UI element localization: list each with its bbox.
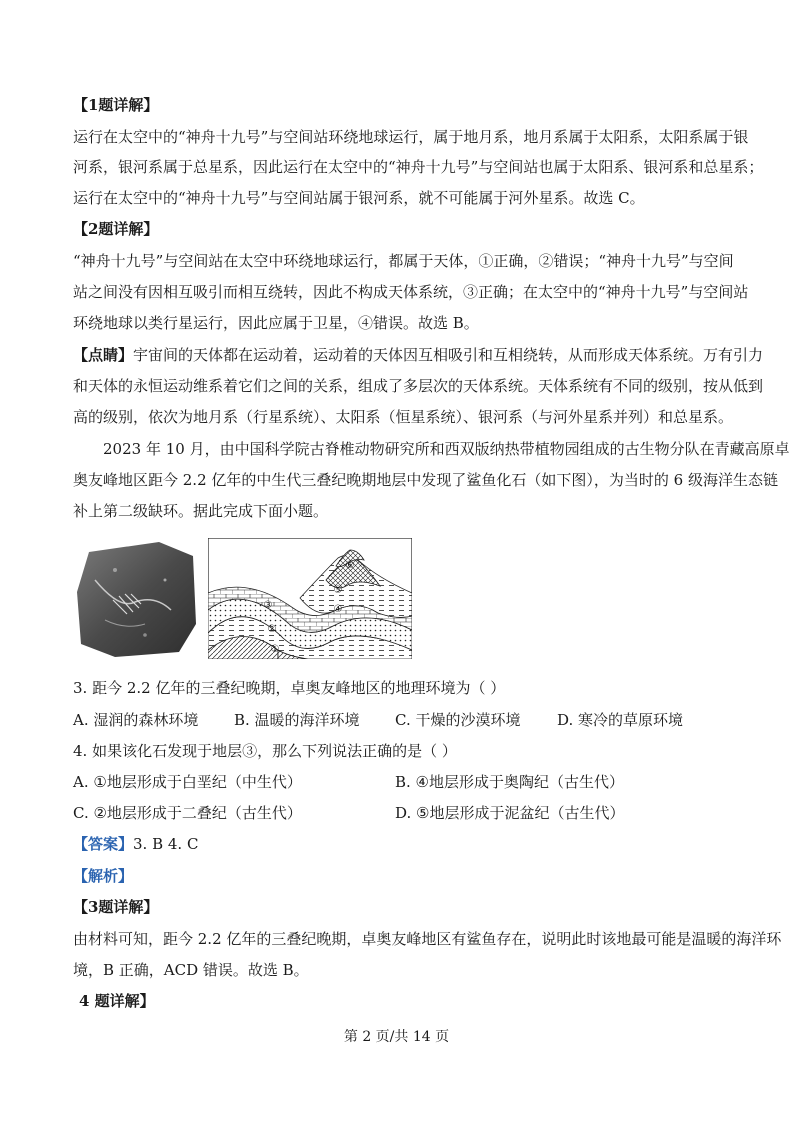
q2-heading: 【2题详解】 xyxy=(73,220,159,238)
q4-option-a[interactable]: A. ①地层形成于白垩纪（中生代） xyxy=(73,773,302,791)
q3-detail-line: 由材料可知，距今 2.2 亿年的三叠纪晚期，卓奥友峰地区有鲨鱼存在，说明此时该地最可能是温暖的海洋环 xyxy=(73,930,782,948)
layer-label-2: ② xyxy=(267,624,277,635)
q1-heading: 【1题详解】 xyxy=(73,96,159,114)
shark-fossil-photo xyxy=(75,540,198,657)
analysis-label: 【解析】 xyxy=(73,867,134,885)
dianjing-line xyxy=(73,345,763,365)
page-footer: 第 2 页/共 14 页 xyxy=(343,1029,450,1045)
material-text-line: 补上第二级缺环。据此完成下面小题。 xyxy=(73,502,329,520)
layer-label-4: ④ xyxy=(333,604,343,615)
layer-label-3: ③ xyxy=(263,600,273,611)
layer-label-1: ① xyxy=(270,644,280,655)
q2-text-line: 站之间没有因相互吸引而相互绕转，因此不构成天体系统，③正确；在太空中的“神舟十九号”与空间站 xyxy=(73,283,749,301)
layer-label-6: ⑥ xyxy=(345,560,355,571)
material-text-line: 2023 年 10 月，由中国科学院古脊椎动物研究所和西双版纳热带植物园组成的古生物分队在青藏高原卓 xyxy=(103,440,790,458)
answer-text: 3. B 4. C xyxy=(133,835,199,853)
q4-option-c[interactable]: C. ②地层形成于二叠纪（古生代） xyxy=(73,804,302,822)
material-text-line: 奥友峰地区距今 2.2 亿年的中生代三叠纪晚期地层中发现了鲨鱼化石（如下图），为当时的 6 级海洋生态链 xyxy=(73,471,778,489)
q1-text-line: 河系，银河系属于总星系，因此运行在太空中的“神舟十九号”与空间站也属于太阳系、银河系和总星系； xyxy=(73,158,764,176)
dianjing-text-line: 高的级别，依次为地月系（行星系统）、太阳系（恒星系统）、银河系（与河外星系并列）和总星系。 xyxy=(73,408,734,426)
answer-line xyxy=(73,834,198,854)
q4-option-d[interactable]: D. ⑤地层形成于泥盆纪（古生代） xyxy=(395,804,625,822)
answer-label: 【答案】 xyxy=(73,835,134,853)
dianjing-text: 宇宙间的天体都在运动着，运动着的天体因互相吸引和互相绕转，从而形成天体系统。万有引力 xyxy=(133,346,764,364)
q1-text-line: 运行在太空中的“神舟十九号”与空间站环绕地球运行，属于地月系，地月系属于太阳系，太阳系属于银 xyxy=(73,128,749,146)
q3-option-b[interactable]: B. 温暖的海洋环境 xyxy=(234,711,360,729)
layer-label-5: ⑤ xyxy=(333,585,343,596)
q4-detail-heading: 4 题详解】 xyxy=(79,992,155,1010)
dianjing-label: 【点睛】 xyxy=(73,346,134,364)
q4-option-b[interactable]: B. ④地层形成于奥陶纪（古生代） xyxy=(395,773,625,791)
q3-option-d[interactable]: D. 寒冷的草原环境 xyxy=(557,711,684,729)
q3-detail-line: 境，B 正确，ACD 错误。故选 B。 xyxy=(73,961,309,979)
q3-detail-heading: 【3题详解】 xyxy=(73,898,159,916)
q3-stem: 3. 距今 2.2 亿年的三叠纪晚期，卓奥友峰地区的地理环境为（ ） xyxy=(73,679,506,697)
strata-diagram xyxy=(208,538,412,659)
q4-stem: 4. 如果该化石发现于地层③，那么下列说法正确的是（ ） xyxy=(73,742,457,760)
q1-text-line: 运行在太空中的“神舟十九号”与空间站属于银河系，就不可能属于河外星系。故选 C。 xyxy=(73,189,645,207)
q2-text-line: 环绕地球以类行星运行，因此应属于卫星，④错误。故选 B。 xyxy=(73,314,479,332)
q3-option-a[interactable]: A. 湿润的森林环境 xyxy=(73,711,199,729)
q3-option-c[interactable]: C. 干燥的沙漠环境 xyxy=(395,711,521,729)
dianjing-text-line: 和天体的永恒运动维系着它们之间的关系，组成了多层次的天体系统。天体系统有不同的级别，按从低到 xyxy=(73,377,764,395)
q2-text-line: “神舟十九号”与空间站在太空中环绕地球运行，都属于天体，①正确，②错误；“神舟十九号”与空间 xyxy=(73,252,734,270)
